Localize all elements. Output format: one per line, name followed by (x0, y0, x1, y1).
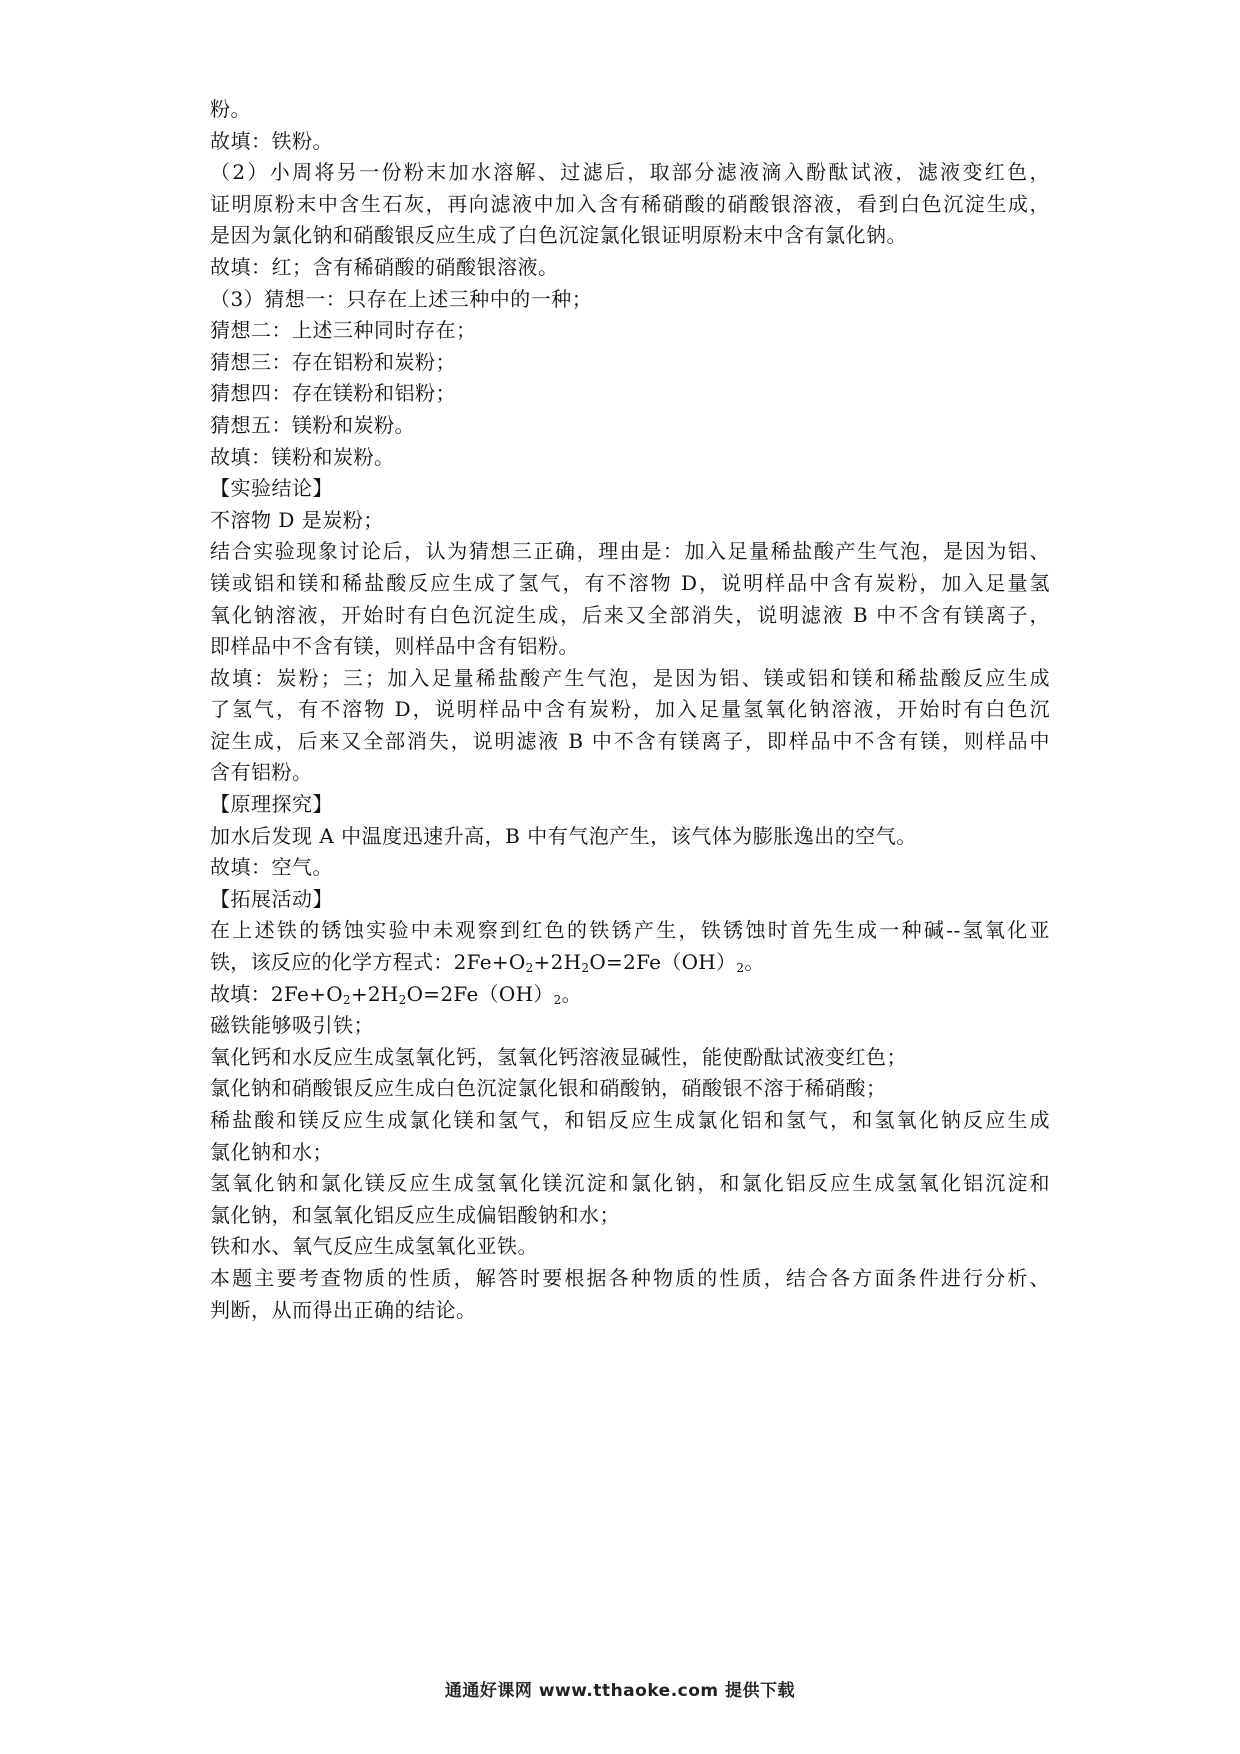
text-line: 【原理探究】 (210, 792, 333, 817)
answer-equation-line (210, 979, 1050, 1011)
equation-subscript: 2 (342, 992, 351, 1007)
text-line: 故填：红；含有稀硝酸的硝酸银溶液。 (210, 254, 559, 279)
equation-subscript: 2 (736, 961, 745, 976)
equation-part: O=2Fe（OH） (589, 950, 737, 975)
text-line: 是因为氯化钠和硝酸银反应生成了白色沉淀氯化银证明原粉末中含有氯化钠。 (210, 223, 907, 248)
text-line: 本题主要考查物质的性质，解答时要根据各种物质的性质，结合各方面条件进行分析、 (210, 1265, 1050, 1290)
equation-line (210, 947, 1050, 979)
text-line: 猜想五：镁粉和炭粉。 (210, 412, 415, 437)
text-line: 加水后发现 A 中温度迅速升高，B 中有气泡产生，该气体为膨胀逸出的空气。 (210, 823, 917, 848)
text-line: 磁铁能够吸引铁； (210, 1013, 374, 1038)
text-line: 氢氧化钠和氯化镁反应生成氢氧化镁沉淀和氯化钠，和氯化铝反应生成氢氧化铝沉淀和 (210, 1171, 1050, 1196)
text-line: 【拓展活动】 (210, 886, 333, 911)
text-line: 铁和水、氧气反应生成氢氧化亚铁。 (210, 1234, 538, 1259)
text-line: 猜想二：上述三种同时存在； (210, 318, 477, 343)
text-line: 证明原粉末中含生石灰，再向滤液中加入含有稀硝酸的硝酸银溶液，看到白色沉淀生成， (210, 191, 1050, 216)
equation-prefix: 铁，该反应的化学方程式： (210, 950, 454, 975)
document-tail-paragraphs (210, 1010, 1050, 1326)
equation-suffix: 。 (744, 950, 765, 975)
equation-part: 2Fe+O (270, 981, 343, 1006)
text-line: 不溶物 D 是炭粉； (210, 507, 384, 532)
text-line: 即样品中不含有镁，则样品中含有铝粉。 (210, 634, 579, 659)
text-line: 故填：铁粉。 (210, 128, 333, 153)
text-line: 了氢气，有不溶物 D，说明样品中含有炭粉，加入足量氢氧化钠溶液，开始时有白色沉 (210, 697, 1050, 722)
text-line: 氯化钠和水； (210, 1139, 333, 1164)
equation-suffix: 。 (561, 981, 582, 1006)
document-body (210, 94, 1050, 1326)
text-line: 氧化钠溶液，开始时有白色沉淀生成，后来又全部消失，说明滤液 B 中不含有镁离子， (210, 602, 1050, 627)
equation-prefix: 故填： (210, 981, 271, 1006)
equation-subscript: 2 (581, 961, 590, 976)
equation-part: O=2Fe（OH） (406, 981, 554, 1006)
equation-part: +2H (533, 950, 582, 975)
text-line: 故填：镁粉和炭粉。 (210, 444, 395, 469)
text-line: （3）猜想一：只存在上述三种中的一种； (210, 286, 593, 311)
text-line: 结合实验现象讨论后，认为猜想三正确，理由是：加入足量稀盐酸产生气泡，是因为铝、 (210, 539, 1050, 564)
text-line: 在上述铁的锈蚀实验中未观察到红色的铁锈产生，铁锈蚀时首先生成一种碱--氢氧化亚 (210, 918, 1050, 943)
text-line: 粉。 (210, 97, 251, 121)
footer-download-note: 通通好课网 www.tthaoke.com 提供下载 (444, 1681, 796, 1701)
text-line: 镁或铝和镁和稀盐酸反应生成了氢气，有不溶物 D，说明样品中含有炭粉，加入足量氢 (210, 570, 1050, 595)
equation-subscript: 2 (525, 961, 534, 976)
text-line: （2）小周将另一份粉末加水溶解、过滤后，取部分滤液滴入酚酞试液，滤液变红色， (210, 160, 1050, 185)
text-line: 【实验结论】 (210, 476, 333, 501)
text-line: 猜想三：存在铝粉和炭粉； (210, 349, 456, 374)
text-line: 故填：炭粉；三；加入足量稀盐酸产生气泡，是因为铝、镁或铝和镁和稀盐酸反应生成 (210, 665, 1050, 690)
equation-subscript: 2 (398, 992, 407, 1007)
equation-subscript: 2 (553, 992, 562, 1007)
text-line: 氯化钠和硝酸银反应生成白色沉淀氯化银和硝酸钠，硝酸银不溶于稀硝酸； (210, 1076, 887, 1101)
text-line: 稀盐酸和镁反应生成氯化镁和氢气，和铝反应生成氯化铝和氢气，和氢氧化钠反应生成 (210, 1108, 1050, 1132)
text-line: 含有铝粉。 (210, 760, 313, 785)
text-line: 猜想四：存在镁粉和铝粉； (210, 381, 456, 406)
equation-part: +2H (350, 981, 399, 1006)
text-line: 氧化钙和水反应生成氢氧化钙，氢氧化钙溶液显碱性，能使酚酞试液变红色； (210, 1044, 907, 1069)
document-paragraphs (210, 94, 1050, 947)
text-line: 判断，从而得出正确的结论。 (210, 1297, 477, 1322)
text-line: 淀生成，后来又全部消失，说明滤液 B 中不含有镁离子，即样品中不含有镁，则样品中 (210, 728, 1050, 753)
equation-part: 2Fe+O (453, 950, 526, 975)
text-line: 故填：空气。 (210, 855, 333, 880)
text-line: 氯化钠，和氢氧化铝反应生成偏铝酸钠和水； (210, 1202, 620, 1227)
